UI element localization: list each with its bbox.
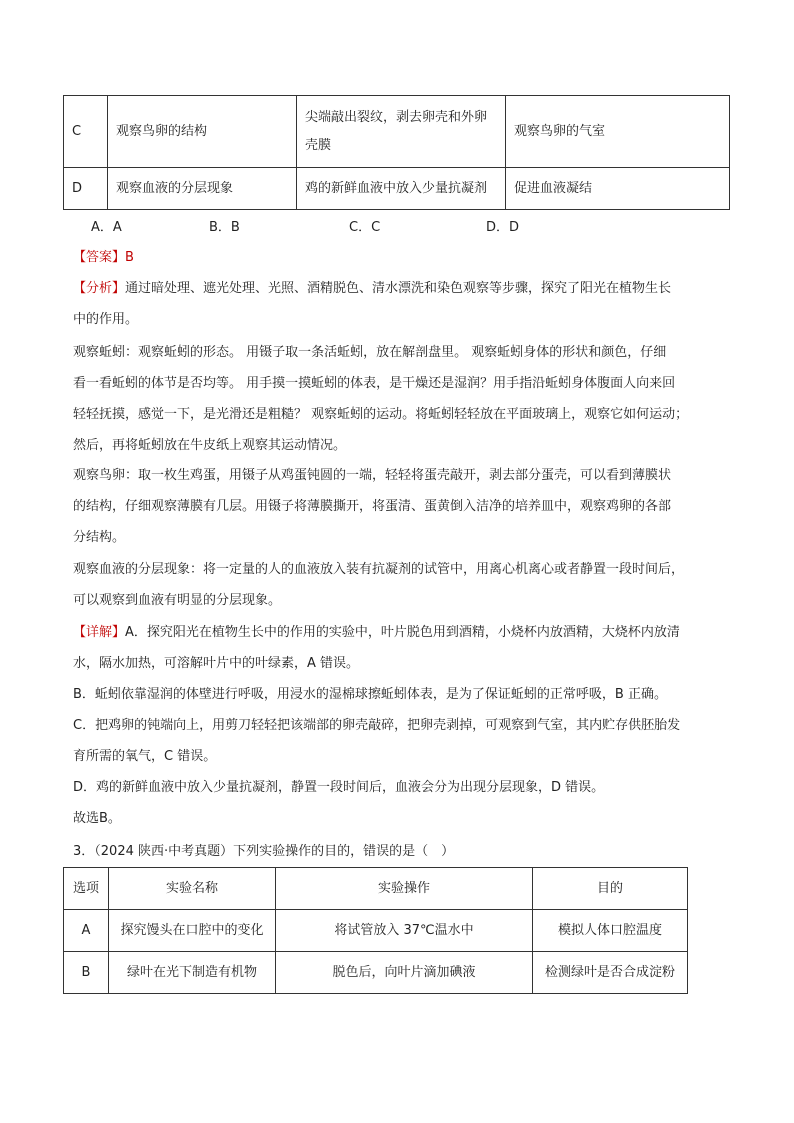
header-operation: 实验操作 xyxy=(276,868,533,910)
table-row xyxy=(64,168,730,210)
option-cell: A xyxy=(64,910,109,952)
experiment-name-cell: 观察血液的分层现象 xyxy=(108,168,297,210)
option-c: C．C xyxy=(349,220,381,235)
paragraph-line: 的结构，仔细观察薄膜有几层。用镊子将薄膜撕开，将蛋清、蛋黄倒入洁净的培养皿中，观察鸡卵的各部 xyxy=(73,499,672,514)
purpose-cell: 检测绿叶是否合成淀粉 xyxy=(533,952,688,994)
paragraph-line: 观察蚯蚓：观察蚯蚓的形态。 用镊子取一条活蚯蚓，放在解剖盘里。 观察蚯蚓身体的形状和颜色，仔细 xyxy=(73,345,667,360)
table-row xyxy=(64,952,688,994)
operation-line: 壳膜 xyxy=(305,137,332,153)
detail-paragraph xyxy=(73,617,733,834)
detail-text: 水，隔水加热，可溶解叶片中的叶绿素，A 错误。 xyxy=(73,656,360,671)
detail-text: C．把鸡卵的钝端向上，用剪刀轻轻把该端部的卵壳敲碎，把卵壳剥掉，可观察到气室，其内贮存供胚胎发 xyxy=(73,718,681,733)
blood-paragraph xyxy=(73,554,733,616)
question-3: 3．（2024 陕西·中考真题）下列实验操作的目的，错误的是（ ） xyxy=(73,844,455,859)
option-d: D．D xyxy=(486,220,520,235)
earthworm-paragraph xyxy=(73,337,733,461)
operation-cell: 脱色后，向叶片滴加碘液 xyxy=(276,952,533,994)
option-cell: C xyxy=(64,96,108,168)
table-row xyxy=(64,910,688,952)
operation-cell: 将试管放入 37℃温水中 xyxy=(276,910,533,952)
operation-cell: 鸡的新鲜血液中放入少量抗凝剂 xyxy=(297,168,506,210)
detail-text: B．蚯蚓依靠湿润的体壁进行呼吸，用浸水的湿棉球擦蚯蚓体表，是为了保证蚯蚓的正常呼吸，B 正确。 xyxy=(73,687,667,702)
option-a: A．A xyxy=(91,220,122,235)
option-cell: D xyxy=(64,168,108,210)
conclusion: 故选B。 xyxy=(73,811,121,826)
answer-tag: 【答案】 xyxy=(73,250,126,265)
analysis-text: 通过暗处理、遮光处理、光照、酒精脱色、清水漂洗和染色观察等步骤，探究了阳光在植物生长 xyxy=(125,281,672,296)
purpose-cell: 观察鸟卵的气室 xyxy=(506,96,730,168)
analysis-text: 中的作用。 xyxy=(73,312,139,327)
bird-egg-paragraph xyxy=(73,460,733,553)
detail-tag: 【详解】 xyxy=(73,625,126,640)
header-purpose: 目的 xyxy=(533,868,688,910)
detail-text: 育所需的氧气，C 错误。 xyxy=(73,749,217,764)
answer-value: B xyxy=(125,250,134,265)
answer-line xyxy=(73,242,733,273)
paragraph-line: 分结构。 xyxy=(73,530,126,545)
paragraph-line: 看一看蚯蚓的体节是否均等。 用手摸一摸蚯蚓的体表，是干燥还是湿润？用手指沿蚯蚓身体腹面人向来回 xyxy=(73,376,676,391)
header-experiment: 实验名称 xyxy=(109,868,276,910)
analysis-tag: 【分析】 xyxy=(73,281,126,296)
detail-text: D．鸡的新鲜血液中放入少量抗凝剂，静置一段时间后，血液会分为出现分层现象，D 错误。 xyxy=(73,780,605,795)
paragraph-line: 可以观察到血液有明显的分层现象。 xyxy=(73,593,282,608)
paragraph-line: 观察血液的分层现象：将一定量的人的血液放入装有抗凝剂的试管中，用离心机离心或者静置一段时间后， xyxy=(73,562,685,577)
experiment-name-cell: 观察鸟卵的结构 xyxy=(108,96,297,168)
analysis-paragraph xyxy=(73,273,733,335)
experiment-name-cell: 探究馒头在口腔中的变化 xyxy=(109,910,276,952)
operation-cell xyxy=(297,96,506,168)
question-3-table xyxy=(63,867,688,994)
options-table-top xyxy=(63,95,730,210)
purpose-cell: 模拟人体口腔温度 xyxy=(533,910,688,952)
detail-text: A．探究阳光在植物生长中的作用的实验中，叶片脱色用到酒精，小烧杯内放酒精，大烧杯内放清 xyxy=(125,625,680,640)
table-header-row xyxy=(64,868,688,910)
header-option: 选项 xyxy=(64,868,109,910)
option-b: B．B xyxy=(209,220,240,235)
paragraph-line: 然后，再将蚯蚓放在牛皮纸上观察其运动情况。 xyxy=(73,438,347,453)
experiment-name-cell: 绿叶在光下制造有机物 xyxy=(109,952,276,994)
purpose-cell: 促进血液凝结 xyxy=(506,168,730,210)
paragraph-line: 轻轻抚摸，感觉一下，是光滑还是粗糙？ 观察蚯蚓的运动。将蚯蚓轻轻放在平面玻璃上，观察它如何运动； xyxy=(73,407,689,422)
operation-line: 尖端敲出裂纹，剥去卵壳和外卵 xyxy=(305,109,488,125)
paragraph-line: 观察鸟卵：取一枚生鸡蛋，用镊子从鸡蛋钝圆的一端，轻轻将蛋壳敲开，剥去部分蛋壳，可以看到薄膜状 xyxy=(73,468,672,483)
table-row xyxy=(64,96,730,168)
option-cell: B xyxy=(64,952,109,994)
